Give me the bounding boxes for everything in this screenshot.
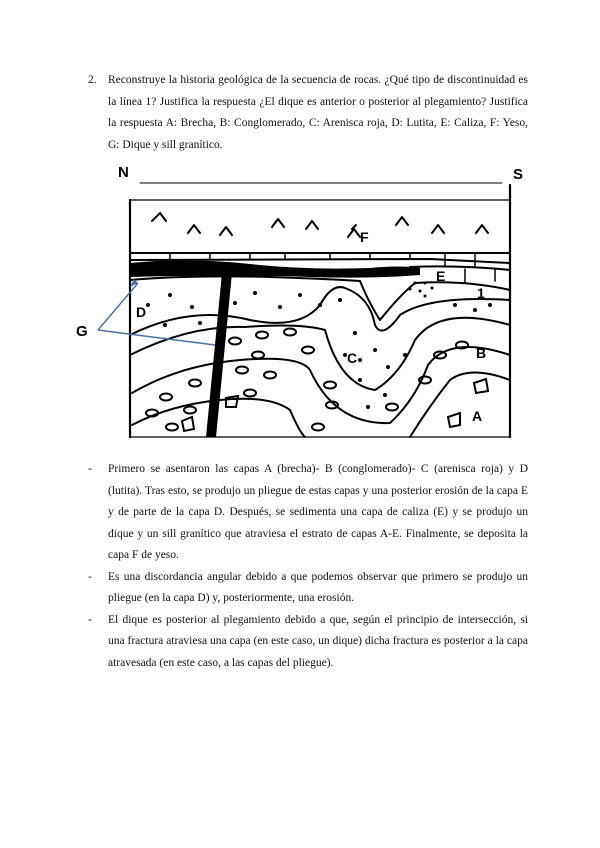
label-a: A (472, 408, 483, 424)
bullet-dash: - (88, 570, 92, 583)
answer-text: El dique es posterior al plegamiento debido a que, según el principio de intersección, si una fractura atraviesa una capa (en este caso, un dique) dicha fractura es posterior a la capa atravesada (en este caso, a las capas del pliegue). (108, 613, 528, 669)
sill (130, 260, 420, 277)
label-b: B (476, 345, 487, 361)
geological-cross-section (70, 155, 540, 450)
g-pointer-lines (98, 283, 215, 345)
answer-text: Es una discordancia angular debido a que podemos observar que primero se produjo un pliegue (en la capa D) y, posteriormente, una erosión. (108, 570, 528, 604)
answer-item-unconformity (88, 567, 528, 610)
answer-text: Primero se asentaron las capas A (brecha)- B (conglomerado)- C (arenisca roja) y D (lutita). Tras esto, se produjo un pliegue de estas capas y una posterior erosión de la capa E y de parte de la capa D. Después, se sedimenta una capa de caliza (E) y se produjo un dique y un sill granítico que atraviesa el estrato de capas A-E. Finalmente, se deposita la capa F de yeso. (108, 463, 528, 561)
answer-item-history (88, 459, 528, 567)
answer-item-dyke (88, 610, 528, 675)
answer-list (88, 459, 528, 674)
label-e: E (436, 268, 446, 284)
label-line-1: 1 (477, 285, 485, 301)
gypsum-marks (152, 213, 488, 237)
unconformity-line-1 (130, 276, 510, 320)
conglomerate-clasts (146, 329, 468, 431)
fold-a-line (410, 373, 510, 438)
fold-c-top (130, 318, 510, 390)
bullet-dash: - (88, 613, 92, 626)
dyke (206, 273, 232, 437)
question-number: 2. (88, 74, 97, 86)
question-block (88, 70, 528, 156)
label-g: G (76, 323, 88, 340)
label-south: S (513, 166, 524, 183)
label-north: N (118, 164, 129, 181)
label-d: D (136, 304, 147, 320)
label-f: F (360, 229, 369, 245)
label-c: C (347, 350, 358, 366)
bullet-dash: - (88, 463, 92, 475)
question-text: Reconstruye la historia geológica de la secuencia de rocas. ¿Qué tipo de discontinuidad es la línea 1? Justifica la respuesta ¿El dique es anterior o posterior al plegamiento? Justifica la respuesta A: Brecha, B: Conglomerado, C: Arenisca roja, D: Lutita, E: Caliza, F: Yeso, G: Dique y sill granítico. (108, 74, 528, 151)
